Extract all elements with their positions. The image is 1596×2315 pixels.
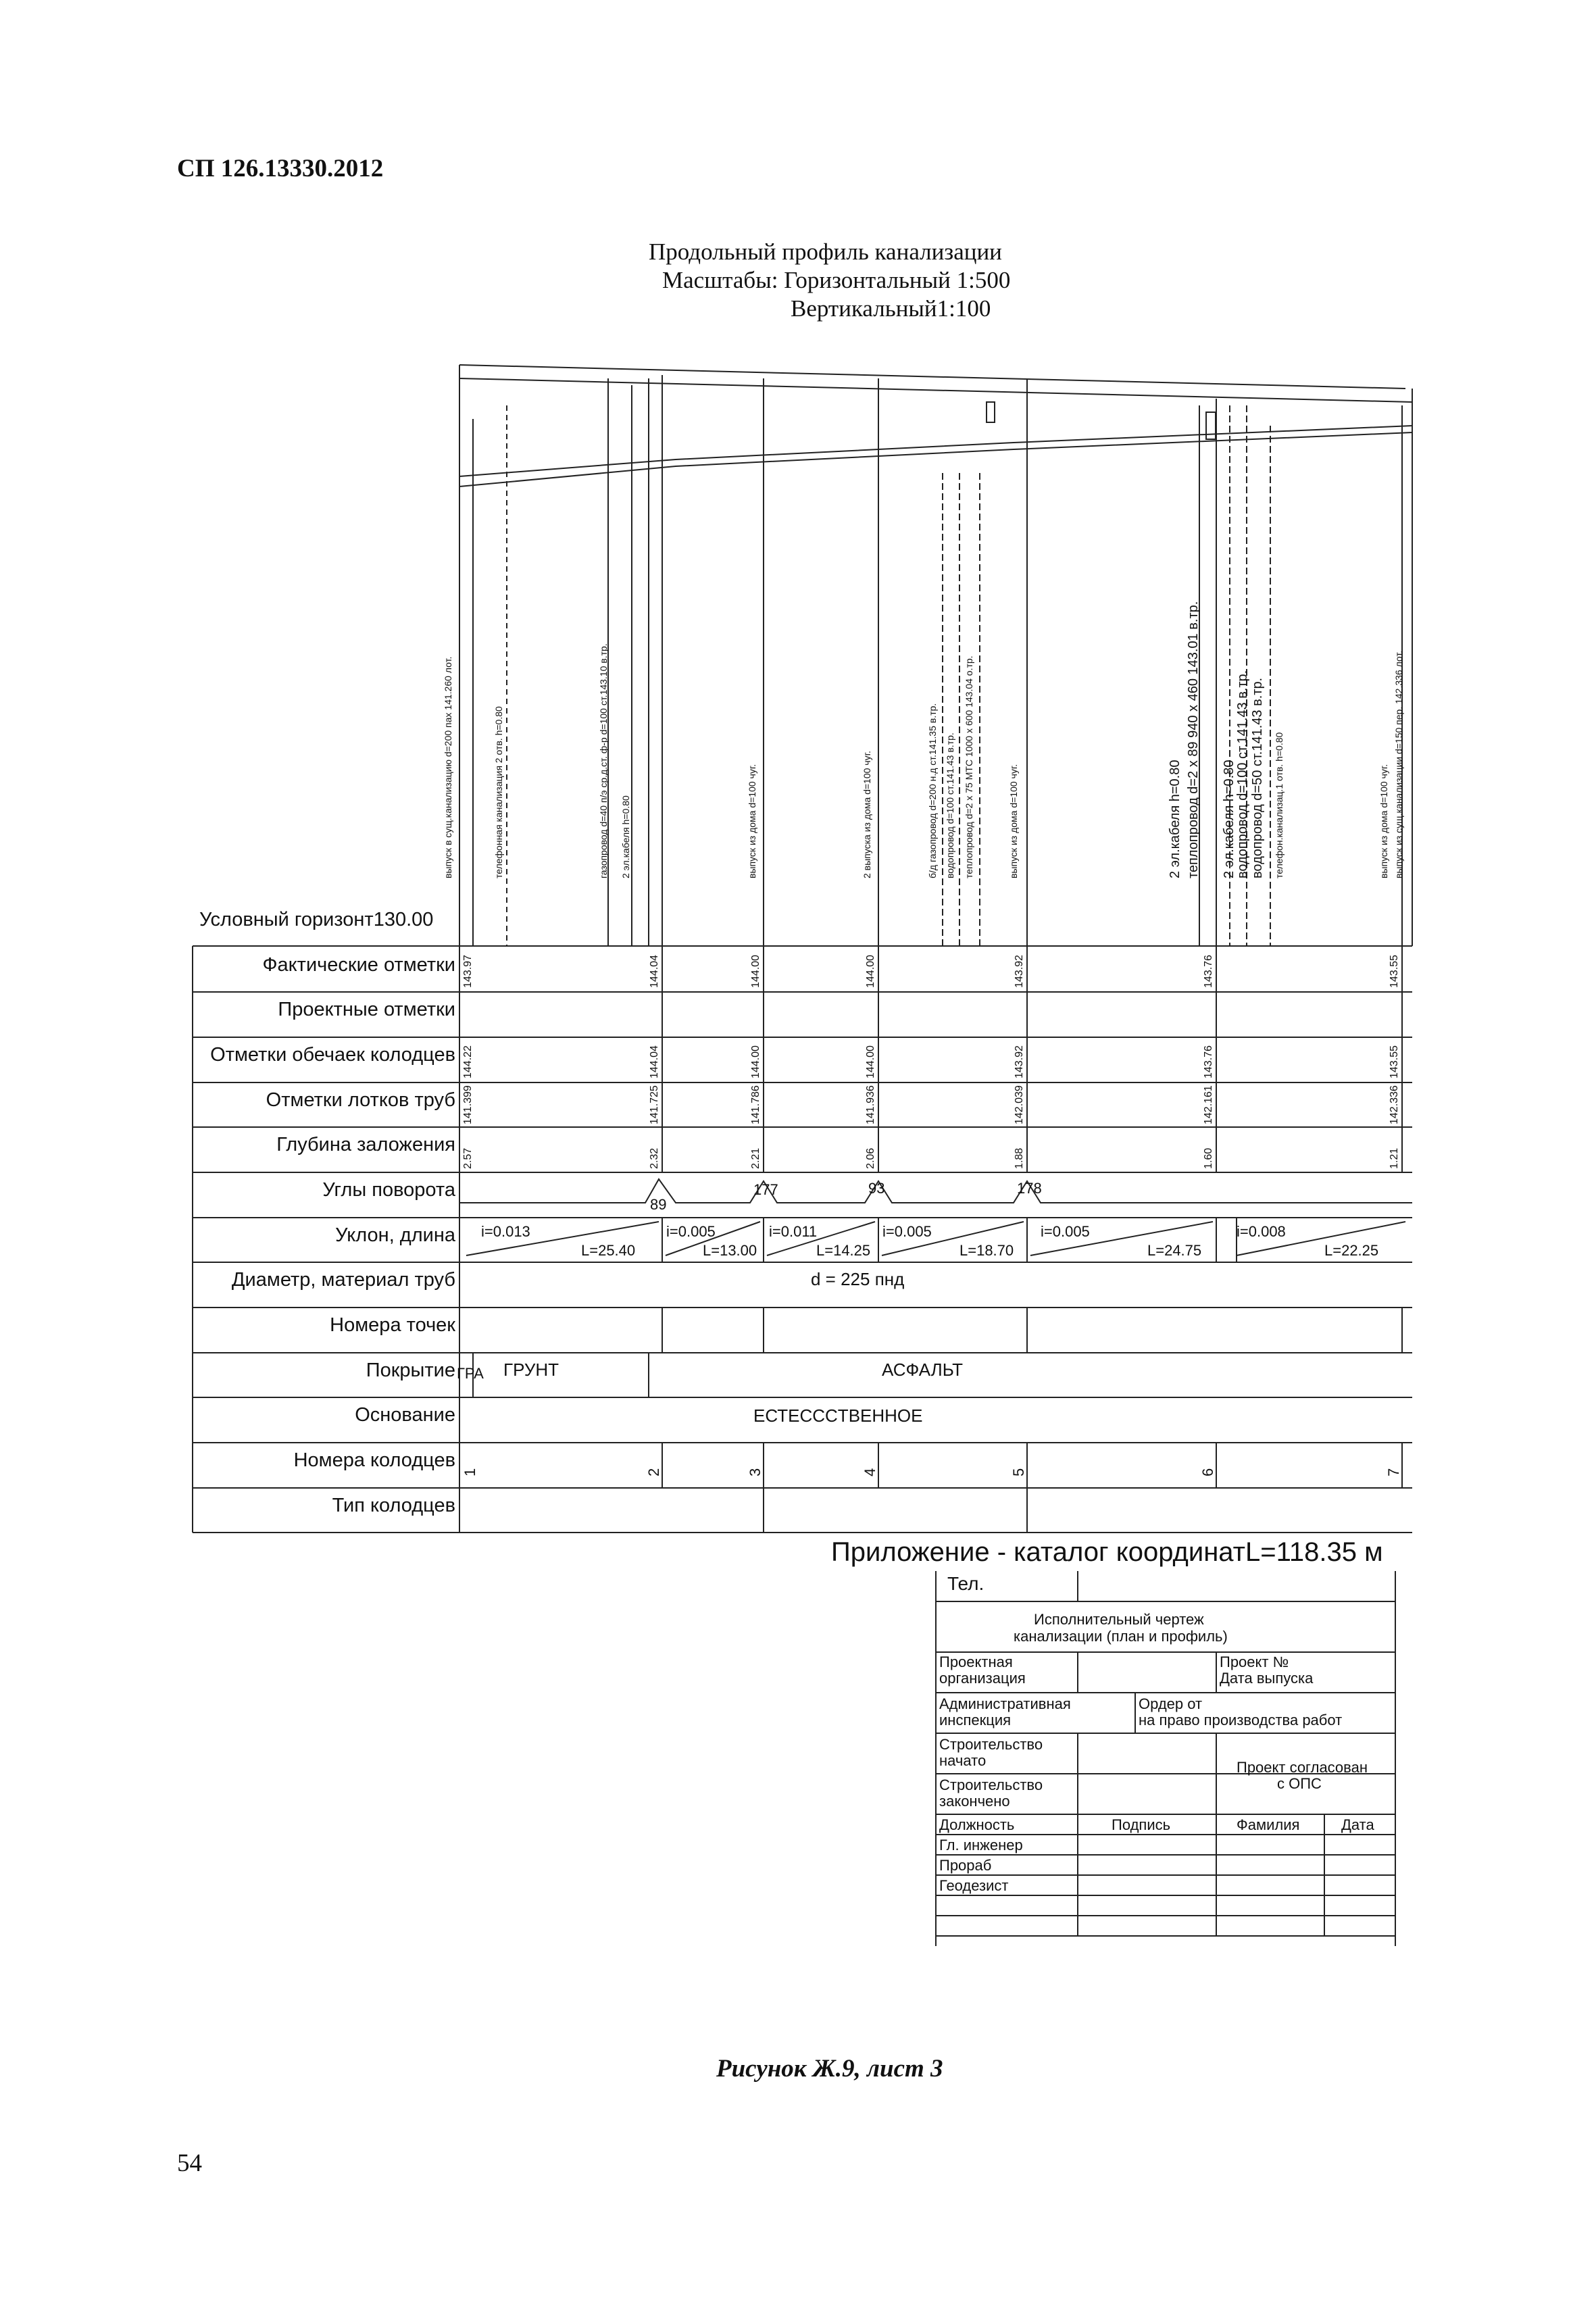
stamp-project-no: Проект № — [1220, 1653, 1289, 1670]
stamp-started-2: начато — [939, 1752, 987, 1769]
horizon-value: 130.00 — [373, 909, 434, 930]
stamp-order-1: Ордер от — [1139, 1695, 1203, 1712]
utility-label: выпуск из дома d=100 чуг. — [747, 764, 757, 878]
appendix-text: Приложение - каталог координат — [831, 1537, 1245, 1567]
cover-value: ГРУНТ — [503, 1360, 559, 1380]
stamp-order-2: на право производства работ — [1139, 1712, 1343, 1728]
appendix-length: L=118.35 м — [1245, 1537, 1383, 1567]
utility-label: выпуск из дома d=100 чуг. — [1378, 764, 1389, 878]
horizon-label — [199, 909, 433, 931]
depth-value: 2.21 — [750, 1147, 762, 1169]
depth-value: 1.88 — [1014, 1147, 1025, 1169]
slope-l: L=14.25 — [816, 1242, 871, 1259]
utility-label: 2 выпуска из дома d=100 чуг. — [862, 751, 872, 878]
row-label-base: Основание — [355, 1404, 455, 1426]
utility-label: водопровод d=50 ст.141.43 в.тр. — [1250, 677, 1265, 878]
stamp-admin-2: инспекция — [939, 1712, 1012, 1728]
invert-value: 142.161 — [1203, 1085, 1214, 1124]
well-number: 1 — [462, 1468, 478, 1476]
well-number: 5 — [1010, 1468, 1027, 1476]
utility-label: теплопровод d=2 x 89 940 x 460 143.01 в.тр. — [1186, 601, 1201, 878]
stamp-tel: Тел. — [947, 1573, 984, 1594]
slope-i: i=0.008 — [1237, 1223, 1286, 1240]
stamp-role: Геодезист — [939, 1877, 1009, 1894]
depth-value: 2.06 — [865, 1147, 876, 1169]
stamp-release-date: Дата выпуска — [1220, 1670, 1314, 1687]
slope-i: i=0.005 — [666, 1223, 716, 1240]
ring-value: 144.00 — [865, 1045, 876, 1078]
stamp-title-1: Исполнительный чертеж — [1034, 1611, 1204, 1628]
utility-label: водопровод d=100 ст.141.43 в.тр. — [945, 732, 955, 878]
utility-label: 2 эл.кабеля h=0.80 — [1222, 760, 1237, 878]
angle-value: 178 — [1017, 1180, 1042, 1197]
row-label-angles: Углы поворота — [322, 1179, 455, 1201]
stamp-finished-1: Строительство — [939, 1776, 1043, 1793]
utility-label: выпуск из сущ.канализации d=150 пер. 142.336 лот. — [1393, 650, 1404, 878]
row-label-invert: Отметки лотков труб — [266, 1089, 455, 1111]
row-label-ring: Отметки обечаек колодцев — [210, 1044, 455, 1066]
ring-value: 143.92 — [1014, 1045, 1025, 1078]
cover-value: ГРА — [457, 1365, 484, 1382]
well-number: 2 — [645, 1468, 662, 1476]
invert-value: 141.936 — [865, 1085, 876, 1124]
angle-value: 89 — [650, 1196, 667, 1213]
utility-label: 2 эл.кабеля h=0.80 — [1168, 760, 1182, 878]
slope-l: L=24.75 — [1147, 1242, 1202, 1259]
well-number: 7 — [1385, 1468, 1402, 1476]
utility-label: теплопровод d=2 x 75 МТС 1000 x 600 143.04 о.тр. — [964, 655, 974, 878]
row-label-depth: Глубина заложения — [276, 1134, 455, 1155]
ring-value: 143.55 — [1389, 1045, 1400, 1078]
title-line-2: Масштабы: Горизонтальный 1:500 — [662, 267, 1011, 293]
slope-i: i=0.013 — [481, 1223, 530, 1240]
invert-value: 142.039 — [1014, 1085, 1025, 1124]
invert-value: 141.725 — [649, 1085, 660, 1124]
row-label-wells: Номера колодцев — [293, 1449, 455, 1471]
angle-value: 93 — [868, 1180, 885, 1197]
well-number: 6 — [1199, 1468, 1216, 1476]
depth-value: 2.57 — [462, 1147, 474, 1169]
utility-label: телефонная канализация 2 отв. h=0.80 — [493, 706, 504, 878]
ring-value: 143.76 — [1203, 1045, 1214, 1078]
utility-label: б/д газопровод d=200 н.д ст.141.35 в.тр. — [927, 703, 938, 878]
row-label-points: Номера точек — [330, 1314, 455, 1336]
well-number: 3 — [747, 1468, 764, 1476]
ring-value: 144.04 — [649, 1045, 660, 1078]
depth-value: 1.21 — [1389, 1147, 1400, 1169]
slope-i: i=0.005 — [882, 1223, 932, 1240]
horizon-label-text: Условный горизонт — [199, 909, 374, 930]
title-line-3: Вертикальный1:100 — [791, 295, 991, 322]
actual-value: 143.92 — [1014, 955, 1025, 988]
actual-value: 143.97 — [462, 955, 474, 988]
diameter-value: d = 225 пнд — [811, 1269, 905, 1289]
base-value: ЕСТЕССCТВЕННОЕ — [753, 1405, 923, 1426]
utility-label: 2 эл.кабеля h=0.80 — [620, 795, 631, 878]
stamp-col-surname: Фамилия — [1237, 1816, 1300, 1833]
row-label-design: Проектные отметки — [278, 999, 455, 1020]
invert-value: 142.336 — [1389, 1085, 1400, 1124]
cover-value: АСФАЛЬТ — [882, 1360, 964, 1380]
appendix-line — [831, 1537, 1383, 1568]
stamp-agreed-1: Проект согласован — [1237, 1759, 1368, 1776]
stamp-design-org-1: Проектная — [939, 1653, 1013, 1670]
stamp-col-position: Должность — [939, 1816, 1015, 1833]
utility-label: газопровод d=40 п/э ср.д.ст. ф-р d=100 ст.143.10 в.тр. — [598, 643, 609, 878]
slope-l: L=22.25 — [1324, 1242, 1379, 1259]
actual-value: 144.00 — [750, 955, 762, 988]
slope-l: L=25.40 — [581, 1242, 636, 1259]
slope-i: i=0.005 — [1041, 1223, 1090, 1240]
figure-caption: Рисунок Ж.9, лист 3 — [716, 2055, 943, 2083]
utility-label: выпуск из дома d=100 чуг. — [1008, 764, 1019, 878]
stamp-design-org-2: организация — [939, 1670, 1026, 1687]
depth-value: 1.60 — [1203, 1147, 1214, 1169]
row-label-cover: Покрытие — [366, 1360, 455, 1381]
actual-value: 144.04 — [649, 955, 660, 988]
utility-label: выпуск в сущ.канализацию d=200 пах 141.260 лот. — [443, 656, 453, 878]
invert-value: 141.399 — [462, 1085, 474, 1124]
stamp-started-1: Строительство — [939, 1736, 1043, 1753]
row-label-diameter: Диаметр, материал труб — [231, 1269, 455, 1291]
standard-code: СП 126.13330.2012 — [177, 155, 384, 182]
utility-label: водопровод d=100 ст.141.43 в.тр. — [1235, 670, 1250, 878]
stamp-role: Прораб — [939, 1857, 992, 1874]
utility-label: телефон.канализац.1 отв. h=0.80 — [1274, 732, 1285, 878]
invert-value: 141.786 — [750, 1085, 762, 1124]
ring-value: 144.00 — [750, 1045, 762, 1078]
stamp-agreed-2: с ОПС — [1277, 1775, 1322, 1792]
stamp-finished-2: закончено — [939, 1793, 1010, 1810]
slope-i: i=0.011 — [769, 1223, 818, 1240]
row-label-actual: Фактические отметки — [262, 954, 455, 976]
stamp-role: Гл. инженер — [939, 1837, 1023, 1853]
actual-value: 144.00 — [865, 955, 876, 988]
row-label-well-type: Тип колодцев — [332, 1495, 455, 1516]
actual-value: 143.55 — [1389, 955, 1400, 988]
stamp-title-2: канализации (план и профиль) — [1014, 1628, 1228, 1645]
slope-l: L=18.70 — [959, 1242, 1014, 1259]
stamp-admin-1: Административная — [939, 1695, 1071, 1712]
title-line-1: Продольный профиль канализации — [649, 239, 1002, 265]
stamp-col-date: Дата — [1341, 1816, 1374, 1833]
angle-value: 177 — [753, 1181, 778, 1198]
ring-value: 144.22 — [462, 1045, 474, 1078]
row-label-slope: Уклон, длина — [335, 1224, 455, 1246]
page-number: 54 — [177, 2149, 202, 2177]
slope-l: L=13.00 — [703, 1242, 757, 1259]
stamp-col-signature: Подпись — [1112, 1816, 1171, 1833]
well-number: 4 — [862, 1468, 878, 1476]
actual-value: 143.76 — [1203, 955, 1214, 988]
depth-value: 2.32 — [649, 1147, 660, 1169]
